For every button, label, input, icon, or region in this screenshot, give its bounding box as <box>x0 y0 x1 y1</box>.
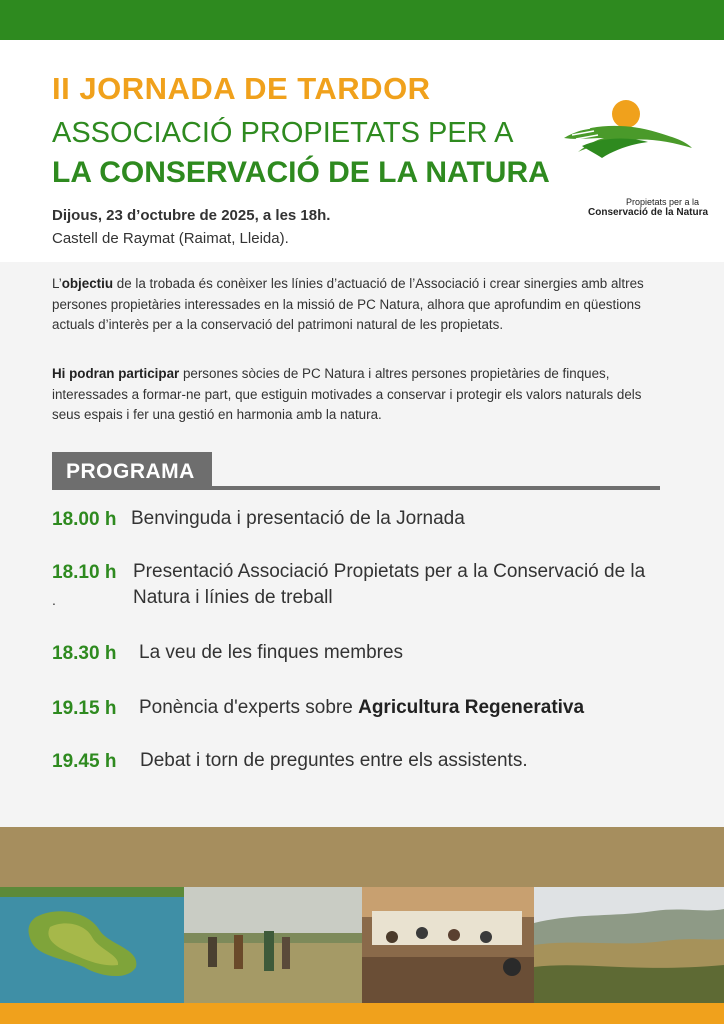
top-green-bar <box>0 0 724 40</box>
photo-strip <box>0 887 724 1003</box>
objective-prefix: L’ <box>52 276 62 291</box>
event-venue: Castell de Raymat (Raimat, Lleida). <box>52 230 289 247</box>
intro-participants-paragraph <box>52 364 670 426</box>
event-date: Dijous, 23 d’octubre de 2025, a les 18h. <box>52 207 331 224</box>
association-title-line2: LA CONSERVACIÓ DE LA NATURA <box>52 156 550 189</box>
objective-keyword: objectiu <box>61 276 114 291</box>
photo-field-visitors <box>184 887 362 1003</box>
objective-text: de la trobada és conèixer les línies d’actuació de l’Associació i crear sinergies amb altres persones propietàries interessades en la missió de PC Natura, alhora que aprofundim en qüestions actuals d’interès per a la conservació del patrimoni natural de les propietats. <box>52 276 644 332</box>
header-section <box>0 40 724 262</box>
schedule-mark-2: . <box>52 592 56 608</box>
programa-divider <box>52 486 660 490</box>
programa-heading-box <box>52 452 212 490</box>
pc-natura-logo <box>560 88 710 188</box>
photo-meeting-group <box>362 887 534 1003</box>
schedule-time-3: 18.30 h <box>52 643 117 664</box>
bottom-orange-bar <box>0 1003 724 1024</box>
logo-text-line1: Propietats per a la <box>626 197 700 207</box>
event-title: II JORNADA DE TARDOR <box>52 71 431 106</box>
intro-objective-paragraph <box>52 274 670 336</box>
participants-keyword: Hi podran participar <box>52 366 180 381</box>
schedule-time-4: 19.15 h <box>52 698 117 719</box>
association-title-line1: ASSOCIACIÓ PROPIETATS PER A <box>52 117 514 149</box>
decorative-brown-band <box>0 827 724 887</box>
schedule-time-2: 18.10 h <box>52 562 117 583</box>
schedule-desc-4-text: Ponència d'experts sobre <box>139 697 359 718</box>
schedule-desc-2: Presentació Associació Propietats per a la Conservació de la Natura i línies de treball <box>133 561 646 608</box>
main-content <box>0 262 724 827</box>
schedule-desc-1: Benvinguda i presentació de la Jornada <box>131 508 465 529</box>
schedule-time-1: 18.00 h <box>52 509 117 530</box>
schedule-desc-4-bold: Agricultura Regenerativa <box>358 697 585 718</box>
logo-text-line2: Conservació de la Natura <box>588 207 709 218</box>
schedule-desc-4 <box>139 695 584 721</box>
photo-landscape-hills <box>534 887 724 1003</box>
schedule-time-5: 19.45 h <box>52 751 117 772</box>
schedule-desc-5: Debat i torn de preguntes entre els assistents. <box>140 750 528 771</box>
programa-heading: PROGRAMA <box>66 460 195 483</box>
photo-island-lake <box>0 887 184 1003</box>
logo-sun-icon <box>612 100 640 128</box>
schedule-desc-3: La veu de les finques membres <box>139 642 404 663</box>
participants-text: persones sòcies de PC Natura i altres persones propietàries de finques, interessades a formar-ne part, que estiguin motivades a conservar i protegir els valors naturals dels seus espais i fer una gestió en harmonia amb la natura. <box>52 366 642 422</box>
